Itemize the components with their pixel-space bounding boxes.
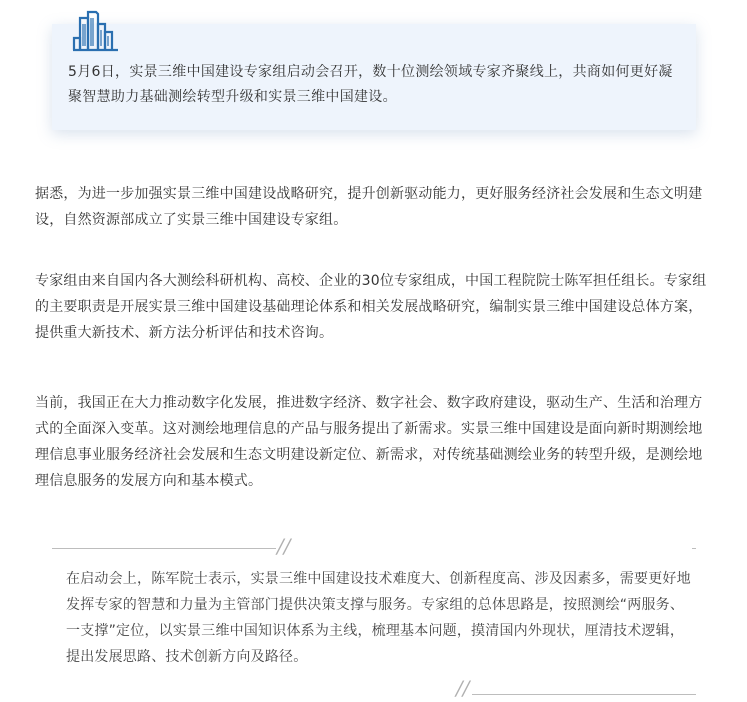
quote-mark-icon: // <box>277 534 291 558</box>
quote-text: 在启动会上，陈军院士表示，实景三维中国建设技术难度大、创新程度高、涉及因素多，需要更好地发挥专家的智慧和力量为主管部门提供决策支撑与服务。专家组的总体思路是，按照测绘“两服务、一支撑”定位，以实景三维中国知识体系为主线，梳理基本问题，摸清国内外现状，厘清技术逻辑，提出发展思路、技术创新方向及路径。 <box>66 571 691 665</box>
city-buildings-icon <box>72 8 120 52</box>
article-paragraph: 专家组由来自国内各大测绘科研机构、高校、企业的30位专家组成，中国工程院院士陈军担任组长。专家组的主要职责是开展实景三维中国建设基础理论体系和相关发展战略研究，编制实景三维中国建设总体方案，提供重大新技术、新方法分析评估和技术咨询。 <box>35 273 707 341</box>
article-paragraph: 据悉，为进一步加强实景三维中国建设战略研究，提升创新驱动能力，更好服务经济社会发展和生态文明建设，自然资源部成立了实景三维中国建设专家组。 <box>35 186 703 228</box>
quote-top-divider <box>52 548 276 549</box>
summary-text: 5月6日，实景三维中国建设专家组启动会召开，数十位测绘领域专家齐聚线上，共商如何更好凝聚智慧助力基础测绘转型升级和实景三维中国建设。 <box>68 64 673 105</box>
quote-bottom-divider <box>472 694 696 695</box>
summary-box <box>52 24 696 130</box>
quote-top-divider-right <box>692 548 696 549</box>
article-paragraph: 当前，我国正在大力推动数字化发展，推进数字经济、数字社会、数字政府建设，驱动生产、生活和治理方式的全面深入变革。这对测绘地理信息的产品与服务提出了新需求。实景三维中国建设是面向新时期测绘地理信息事业服务经济社会发展和生态文明建设新定位、新需求，对传统基础测绘业务的转型升级，是测绘地理信息服务的发展方向和基本模式。 <box>35 395 703 489</box>
quote-mark-icon: // <box>456 676 470 700</box>
